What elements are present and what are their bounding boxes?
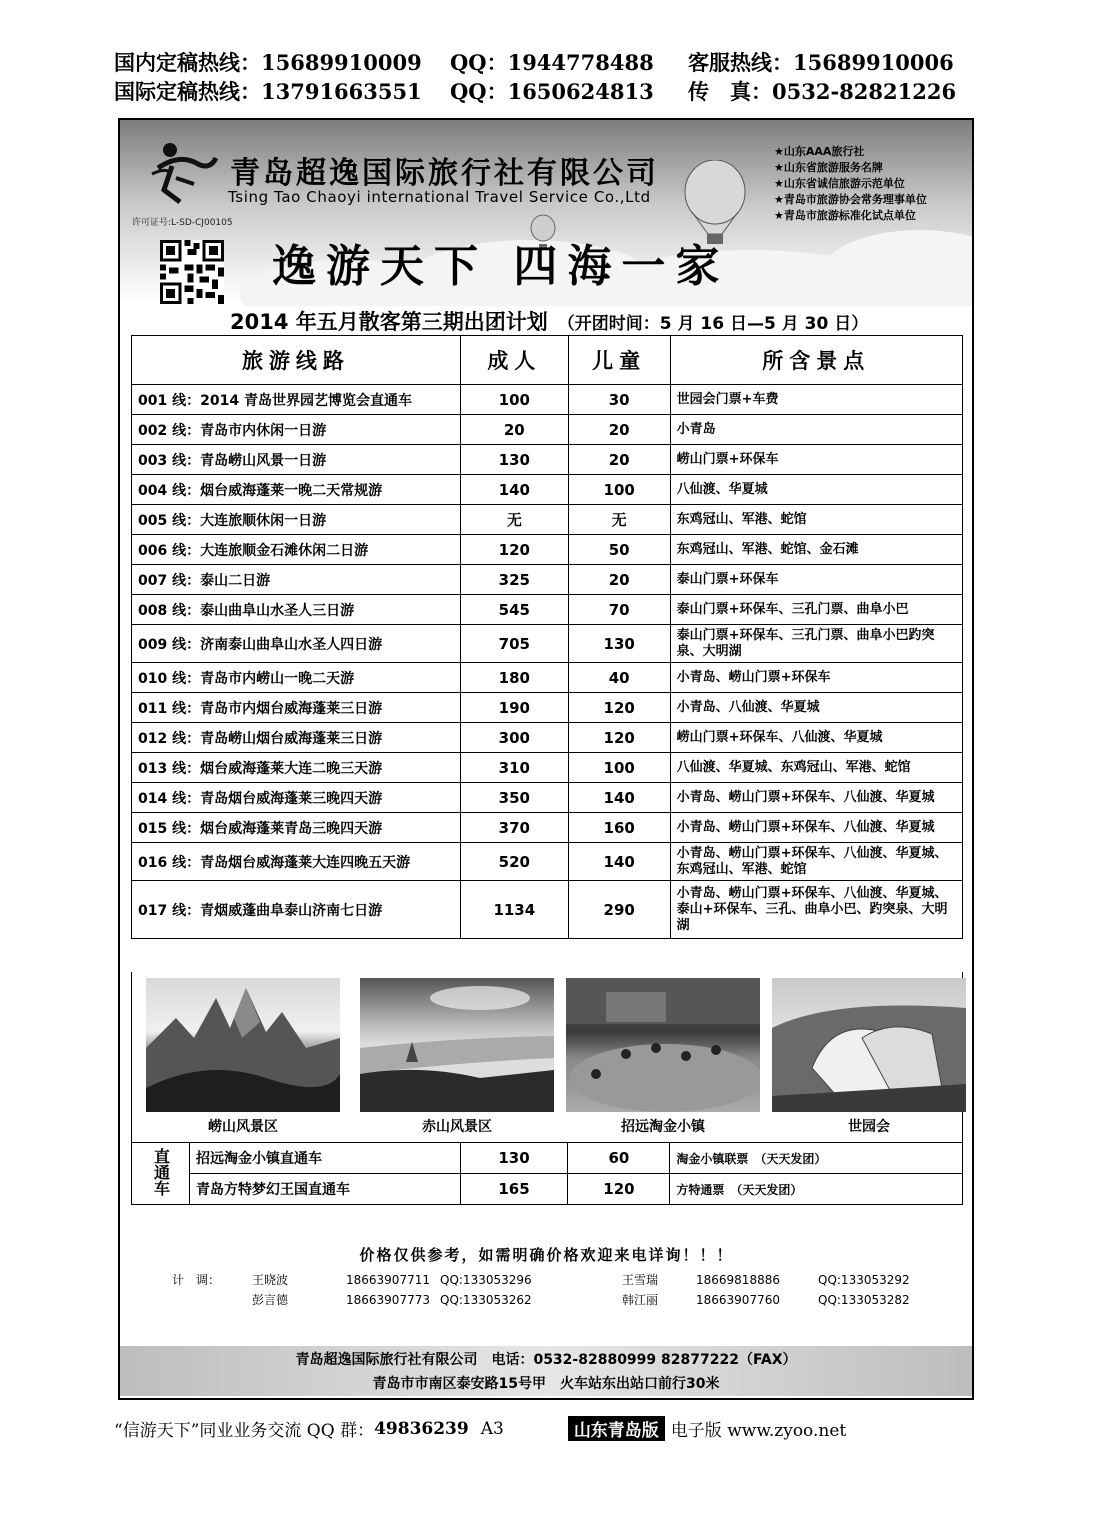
photo-zhaoyuan [566,978,760,1112]
route-name: 青岛崂山风景一日游 [200,452,327,469]
honor-item: ★青岛市旅游协会常务理事单位 [774,193,927,206]
qq-group-label: “信游天下”同业业务交流 QQ 群： [114,1421,375,1441]
sights-cell: 泰山门票+环保车、三孔门票、曲阜小巴 [670,595,962,625]
direct-adult-price: 165 [460,1174,568,1205]
header-child: 儿童 [568,336,670,385]
route-name: 青岛市内崂山一晚二天游 [200,670,355,687]
plan-title [230,306,868,336]
route-code: 010 线： [138,670,201,687]
header-adult: 成人 [460,336,568,385]
photo-laoshan [146,978,340,1112]
route-code: 015 线： [138,820,201,837]
adult-price: 140 [460,475,568,505]
photo-caption: 世园会 [848,1119,890,1135]
sights-cell: 小青岛、崂山门票+环保车、八仙渡、华夏城、东鸡冠山、军港、蛇馆 [670,843,962,881]
adult-price: 20 [460,415,568,445]
sights-cell: 小青岛、崂山门票+环保车 [670,663,962,693]
route-name: 烟台威海蓬莱大连二晚三天游 [200,760,383,777]
honor-item: ★山东省诚信旅游示范单位 [774,177,905,190]
child-price: 无 [568,505,670,535]
photo-strip [131,972,963,1142]
table-row [132,881,963,939]
contact-row [172,1290,938,1310]
adult-price: 190 [460,693,568,723]
hotline-qq: QQ：1650624813 [450,79,654,104]
hotline-phone: 13791663551 [261,79,422,104]
route-code: 003 线： [138,452,201,469]
child-price: 120 [568,693,670,723]
route-name: 大连旅顺休闲一日游 [200,512,327,529]
route-name: 青烟威蓬曲阜泰山济南七日游 [200,902,383,919]
contacts-label: 计 调： [172,1273,221,1287]
table-row [132,535,963,565]
route-name: 青岛烟台威海蓬莱三晚四天游 [200,790,383,807]
sights-cell: 小青岛、崂山门票+环保车、八仙渡、华夏城、泰山+环保车、三孔、曲阜小巴、趵突泉、大明湖 [670,881,962,939]
table-row [132,385,963,415]
sights-cell: 小青岛 [670,415,962,445]
route-code: 008 线： [138,602,201,619]
route-name: 泰山曲阜山水圣人三日游 [200,602,355,619]
table-row [132,565,963,595]
honor-item: ★青岛市旅游标准化试点单位 [774,209,916,222]
route-name: 青岛市内休闲一日游 [200,422,327,439]
sights-cell: 泰山门票+环保车、三孔门票、曲阜小巴趵突泉、大明湖 [670,625,962,663]
direct-route-name: 招远淘金小镇直通车 [189,1143,460,1174]
table-row [132,415,963,445]
table-row [132,783,963,813]
child-price: 290 [568,881,670,939]
slogan: 逸游天下 四海一家 [272,241,730,292]
company-logo-icon [150,138,220,208]
sights-cell: 崂山门票+环保车 [670,445,962,475]
route-cell [132,415,461,445]
route-cell [132,445,461,475]
photo-caption: 崂山风景区 [208,1119,278,1135]
contact-phone: 18663907711 [346,1273,430,1287]
sights-cell: 崂山门票+环保车、八仙渡、华夏城 [670,723,962,753]
table-row [132,1174,963,1205]
route-code: 011 线： [138,700,201,717]
photo-caption: 招远淘金小镇 [621,1119,705,1135]
license-number: 许可证号:L-SD-CJ00105 [132,218,233,228]
adult-price: 350 [460,783,568,813]
route-name: 烟台威海蓬莱青岛三晚四天游 [200,820,383,837]
sights-cell: 八仙渡、华夏城、东鸡冠山、军港、蛇馆 [670,753,962,783]
photo-caption: 赤山风景区 [422,1119,492,1135]
header-sights: 所含景点 [670,336,962,385]
table-row [132,595,963,625]
contact-phone: 18663907760 [696,1293,780,1307]
child-price: 160 [568,813,670,843]
website-link[interactable]: 电子版 www.zyoo.net [670,1421,847,1441]
hotline-row-international [114,77,974,106]
route-code: 017 线： [138,902,201,919]
hotline-label: 国际定稿热线： [114,79,261,104]
table-row [132,475,963,505]
route-cell [132,565,461,595]
adult-price: 520 [460,843,568,881]
sights-cell: 小青岛、崂山门票+环保车、八仙渡、华夏城 [670,783,962,813]
edition-label: 山东青岛版 [568,1416,665,1441]
route-cell [132,693,461,723]
route-cell [132,663,461,693]
child-price: 140 [568,783,670,813]
hotline-label: 国内定稿热线： [114,50,261,75]
direct-sights: 方特通票 （天天发团） [670,1174,963,1205]
route-cell [132,505,461,535]
company-name-en: Tsing Tao Chaoyi international Travel Service Co.,Ltd [228,188,651,206]
plan-title-main: 2014 年五月散客第三期出团计划 [230,310,548,334]
direct-bus-table [131,1142,963,1205]
adult-price: 180 [460,663,568,693]
contact-name: 王雪瑞 [622,1273,659,1287]
honor-item: ★山东AAA旅行社 [774,145,865,158]
footer-band [120,1346,972,1396]
service-phone: 15689910006 [793,50,954,75]
header-banner [120,120,972,306]
adult-price: 无 [460,505,568,535]
hotlines [114,48,974,106]
route-cell [132,385,461,415]
table-row [132,813,963,843]
direct-bus-label-text: 直通车 [151,1147,171,1196]
page-number: A3 [480,1418,504,1439]
route-code: 002 线： [138,422,201,439]
route-name: 大连旅顺金石滩休闲二日游 [200,542,369,559]
contact-phone: 18663907773 [346,1293,430,1307]
adult-price: 370 [460,813,568,843]
contact-qq: QQ:133053296 [440,1273,532,1287]
adult-price: 545 [460,595,568,625]
route-code: 001 线： [138,392,201,409]
route-name: 青岛崂山烟台威海蓬莱三日游 [200,730,383,747]
bottom-line [114,1416,978,1441]
sights-cell: 小青岛、八仙渡、华夏城 [670,693,962,723]
qq-group-number: 49836239 [374,1418,469,1439]
adult-price: 1134 [460,881,568,939]
contact-qq: QQ:133053282 [818,1293,910,1307]
child-price: 130 [568,625,670,663]
table-row [132,753,963,783]
adult-price: 705 [460,625,568,663]
sights-cell: 八仙渡、华夏城 [670,475,962,505]
fax-number: 0532-82821226 [772,79,957,104]
route-cell [132,783,461,813]
route-name: 烟台威海蓬莱一晚二天常规游 [200,482,383,499]
route-code: 006 线： [138,542,201,559]
adult-price: 100 [460,385,568,415]
qr-code-icon [160,240,224,304]
honor-item: ★山东省旅游服务名牌 [774,161,883,174]
route-name: 青岛烟台威海蓬莱大连四晚五天游 [200,854,411,871]
child-price: 40 [568,663,670,693]
table-row [132,843,963,881]
route-code: 013 线： [138,760,201,777]
route-name: 青岛市内烟台威海蓬莱三日游 [200,700,383,717]
route-cell [132,595,461,625]
route-cell [132,625,461,663]
table-row [132,505,963,535]
table-row [132,1143,963,1174]
adult-price: 120 [460,535,568,565]
direct-route-name: 青岛方特梦幻王国直通车 [189,1174,460,1205]
contact-row [172,1270,938,1290]
fax-label: 传 真： [688,79,772,104]
route-cell [132,843,461,881]
adult-price: 310 [460,753,568,783]
routes-table [131,335,963,939]
sights-cell: 泰山门票+环保车 [670,565,962,595]
route-cell [132,723,461,753]
contact-name: 王晓波 [252,1273,289,1287]
route-code: 016 线： [138,854,201,871]
company-name-cn: 青岛超逸国际旅行社有限公司 [230,156,659,191]
contacts [172,1270,938,1310]
table-row [132,693,963,723]
child-price: 140 [568,843,670,881]
contact-phone: 18669818886 [696,1273,780,1287]
contact-qq: QQ:133053292 [818,1273,910,1287]
contact-name: 韩江丽 [622,1293,659,1307]
hotline-phone: 15689910009 [261,50,422,75]
plan-title-dates: （开团时间：5 月 16 日—5 月 30 日） [557,314,869,334]
adult-price: 300 [460,723,568,753]
child-price: 20 [568,445,670,475]
header-route: 旅游线路 [132,336,461,385]
photo-expo [772,978,966,1112]
price-note: 价格仅供参考，如需明确价格欢迎来电详询！！！ [359,1246,734,1264]
child-price: 30 [568,385,670,415]
route-code: 004 线： [138,482,201,499]
route-name: 济南泰山曲阜山水圣人四日游 [200,636,383,653]
direct-adult-price: 130 [460,1143,568,1174]
contact-qq: QQ:133053262 [440,1293,532,1307]
route-name: 泰山二日游 [200,572,271,589]
contact-name: 彭言德 [252,1293,289,1307]
sights-cell: 东鸡冠山、军港、蛇馆 [670,505,962,535]
route-cell [132,535,461,565]
table-row [132,445,963,475]
child-price: 50 [568,535,670,565]
route-cell [132,813,461,843]
service-label: 客服热线： [688,50,793,75]
honors-list [774,144,927,224]
adult-price: 130 [460,445,568,475]
hotline-qq: QQ：1944778488 [450,50,654,75]
sights-cell: 小青岛、崂山门票+环保车、八仙渡、华夏城 [670,813,962,843]
table-row [132,723,963,753]
route-cell [132,881,461,939]
hotline-row-domestic [114,48,974,77]
child-price: 120 [568,723,670,753]
table-header-row [132,336,963,385]
photo-chishan [360,978,554,1112]
sights-cell: 东鸡冠山、军港、蛇馆、金石滩 [670,535,962,565]
route-code: 009 线： [138,636,201,653]
child-price: 100 [568,475,670,505]
table-row [132,663,963,693]
direct-child-price: 120 [568,1174,670,1205]
route-code: 005 线： [138,512,201,529]
child-price: 20 [568,565,670,595]
route-code: 014 线： [138,790,201,807]
adult-price: 325 [460,565,568,595]
sights-cell: 世园会门票+车费 [670,385,962,415]
route-code: 007 线： [138,572,201,589]
direct-bus-label [132,1143,190,1205]
footer-contact-line: 青岛超逸国际旅行社有限公司 电话：0532-82880999 82877222（FAX） [295,1352,797,1368]
direct-sights: 淘金小镇联票 （天天发团） [670,1143,963,1174]
footer-address-line: 青岛市市南区泰安路15号甲 火车站东出站口前行30米 [372,1376,720,1392]
child-price: 70 [568,595,670,625]
route-code: 012 线： [138,730,201,747]
route-name: 2014 青岛世界园艺博览会直通车 [200,392,412,409]
route-cell [132,475,461,505]
child-price: 100 [568,753,670,783]
table-row [132,625,963,663]
route-cell [132,753,461,783]
direct-child-price: 60 [568,1143,670,1174]
child-price: 20 [568,415,670,445]
